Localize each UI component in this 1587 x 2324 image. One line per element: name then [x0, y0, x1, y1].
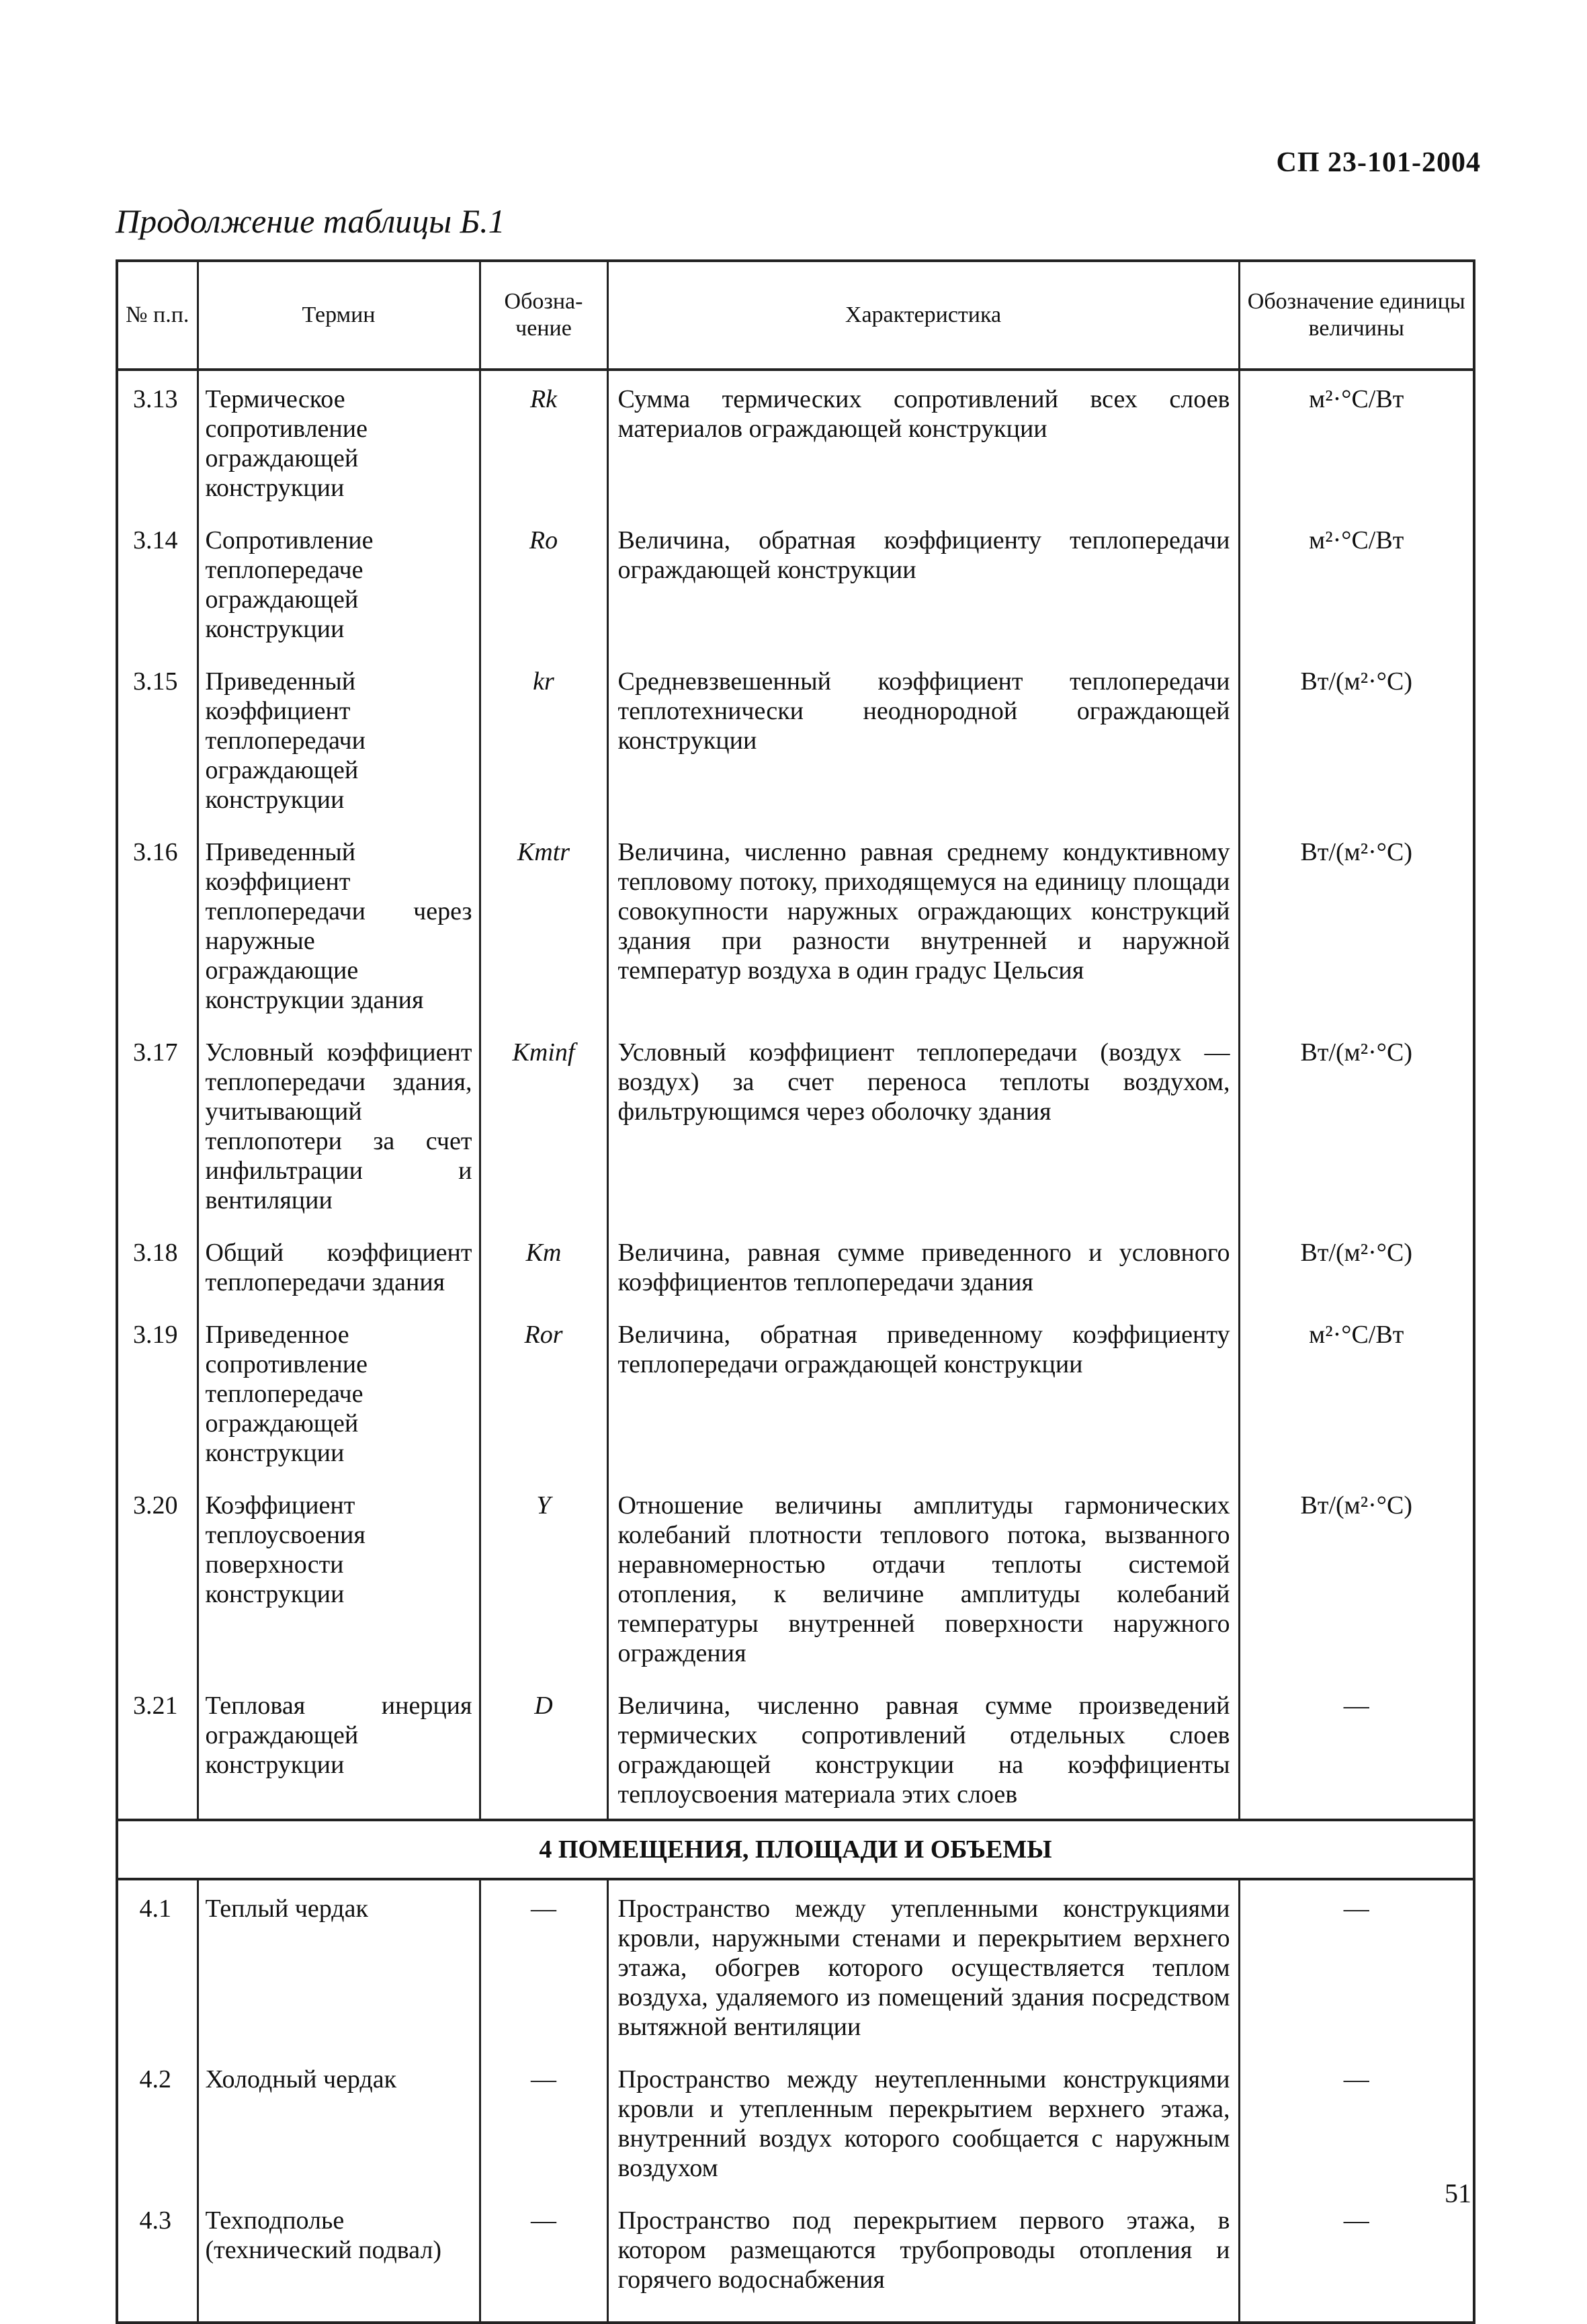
row-symbol: D: [480, 1677, 607, 1820]
row-unit: —: [1239, 1879, 1474, 2051]
row-symbol: —: [480, 1879, 607, 2051]
row-unit: Вт/(м²·°С): [1239, 653, 1474, 824]
row-characteristic: Величина, обратная коэффициенту теплопередачи ограждающей конструкции: [607, 512, 1239, 653]
row-characteristic: Сумма термических сопротивлений всех слоев материалов ограждающей конструкции: [607, 370, 1239, 512]
table-row: [117, 2051, 1474, 2192]
row-symbol: Ro: [480, 512, 607, 653]
row-term: Термическое сопротивление ограждающей конструкции: [198, 370, 480, 512]
row-symbol: Ror: [480, 1306, 607, 1477]
table-row: [117, 1677, 1474, 1820]
table-row: [117, 370, 1474, 512]
row-characteristic: Пространство под перекрытием первого этажа, в котором размещаются трубопроводы отопления и горячего водоснабжения: [607, 2192, 1239, 2323]
table-continuation-title: Продолжение таблицы Б.1: [116, 202, 505, 240]
table-row: [117, 1879, 1474, 2051]
table-row: [117, 512, 1474, 653]
terms-table: [116, 259, 1475, 2324]
row-symbol: Kmtr: [480, 824, 607, 1024]
row-symbol: kr: [480, 653, 607, 824]
row-unit: м²·°С/Вт: [1239, 370, 1474, 512]
row-num: 4.1: [117, 1879, 198, 2051]
row-term: Коэффициент теплоусвоения поверхности конструкции: [198, 1477, 480, 1677]
row-unit: Вт/(м²·°С): [1239, 1477, 1474, 1677]
row-symbol: Km: [480, 1225, 607, 1306]
row-unit: —: [1239, 1677, 1474, 1820]
row-num: 3.16: [117, 824, 198, 1024]
table-row: [117, 1225, 1474, 1306]
row-characteristic: Величина, численно равная среднему кондуктивному тепловому потоку, приходящемуся на единицу площади совокупности наружных ограждающих конструкций здания при разности внутренней и наружной температур воздуха в один градус Цельсия: [607, 824, 1239, 1024]
row-unit: м²·°С/Вт: [1239, 512, 1474, 653]
page-number: 51: [1445, 2178, 1471, 2208]
row-symbol: Kminf: [480, 1024, 607, 1225]
row-unit: Вт/(м²·°С): [1239, 824, 1474, 1024]
table-row: [117, 653, 1474, 824]
row-term: Приведенный коэффициент теплопередачи ограждающей конструкции: [198, 653, 480, 824]
table-header-row: [117, 261, 1474, 370]
row-characteristic: Величина, равная сумме приведенного и условного коэффициентов теплопередачи здания: [607, 1225, 1239, 1306]
row-num: 4.3: [117, 2192, 198, 2323]
row-term: Условный коэффициент теплопередачи здания, учитывающий теплопотери за счет инфильтрации и вентиляции: [198, 1024, 480, 1225]
table-row: [117, 1024, 1474, 1225]
row-term: Приведенное сопротивление теплопередаче ограждающей конструкции: [198, 1306, 480, 1477]
row-symbol: Rk: [480, 370, 607, 512]
row-num: 3.21: [117, 1677, 198, 1820]
row-symbol: —: [480, 2051, 607, 2192]
col-header-unit: Обозначение единицы величины: [1239, 261, 1474, 370]
row-unit: м²·°С/Вт: [1239, 1306, 1474, 1477]
row-num: 3.20: [117, 1477, 198, 1677]
row-term: Техподполье (технический подвал): [198, 2192, 480, 2323]
row-term: Приведенный коэффициент теплопередачи через наружные ограждающие конструкции здания: [198, 824, 480, 1024]
row-num: 3.17: [117, 1024, 198, 1225]
row-num: 3.18: [117, 1225, 198, 1306]
row-unit: Вт/(м²·°С): [1239, 1225, 1474, 1306]
col-header-term: Термин: [198, 261, 480, 370]
row-num: 4.2: [117, 2051, 198, 2192]
section-title: 4 ПОМЕЩЕНИЯ, ПЛОЩАДИ И ОБЪЕМЫ: [117, 1820, 1474, 1879]
row-unit: —: [1239, 2051, 1474, 2192]
row-num: 3.13: [117, 370, 198, 512]
section-row: [117, 1820, 1474, 1879]
table-row: [117, 1477, 1474, 1677]
col-header-characteristic: Характеристика: [607, 261, 1239, 370]
row-symbol: Y: [480, 1477, 607, 1677]
row-characteristic: Величина, обратная приведенному коэффициенту теплопередачи ограждающей конструкции: [607, 1306, 1239, 1477]
row-term: Теплый чердак: [198, 1879, 480, 2051]
row-characteristic: Пространство между неутепленными конструкциями кровли и утепленным перекрытием верхнего этажа, внутренний воздух которого сообщается с наружным воздухом: [607, 2051, 1239, 2192]
row-term: Сопротивление теплопередаче ограждающей конструкции: [198, 512, 480, 653]
row-term: Холодный чердак: [198, 2051, 480, 2192]
document-code: СП 23-101-2004: [1276, 147, 1481, 178]
row-unit: Вт/(м²·°С): [1239, 1024, 1474, 1225]
row-symbol: —: [480, 2192, 607, 2323]
row-characteristic: Величина, численно равная сумме произведений термических сопротивлений отдельных слоев ограждающей конструкции на коэффициенты теплоусвоения материала этих слоев: [607, 1677, 1239, 1820]
row-characteristic: Пространство между утепленными конструкциями кровли, наружными стенами и перекрытием верхнего этажа, обогрев которого осуществляется теплом воздуха, удаляемого из помещений здания посредством вытяжной вентиляции: [607, 1879, 1239, 2051]
row-term: Общий коэффициент теплопередачи здания: [198, 1225, 480, 1306]
row-unit: —: [1239, 2192, 1474, 2323]
table-row: [117, 824, 1474, 1024]
row-characteristic: Условный коэффициент теплопередачи (воздух — воздух) за счет переноса теплоты воздухом, фильтрующимся через оболочку здания: [607, 1024, 1239, 1225]
row-characteristic: Средневзвешенный коэффициент теплопередачи теплотехнически неоднородной ограждающей конструкции: [607, 653, 1239, 824]
row-characteristic: Отношение величины амплитуды гармонических колебаний плотности теплового потока, вызванного неравномерностью отдачи теплоты системой отопления, к величине амплитуды колебаний температуры внутренней поверхности наружного ограждения: [607, 1477, 1239, 1677]
table-row: [117, 2192, 1474, 2323]
row-term: Тепловая инерция ограждающей конструкции: [198, 1677, 480, 1820]
col-header-num: № п.п.: [117, 261, 198, 370]
table-row: [117, 1306, 1474, 1477]
row-num: 3.15: [117, 653, 198, 824]
row-num: 3.14: [117, 512, 198, 653]
col-header-symbol: Обозна-чение: [480, 261, 607, 370]
row-num: 3.19: [117, 1306, 198, 1477]
